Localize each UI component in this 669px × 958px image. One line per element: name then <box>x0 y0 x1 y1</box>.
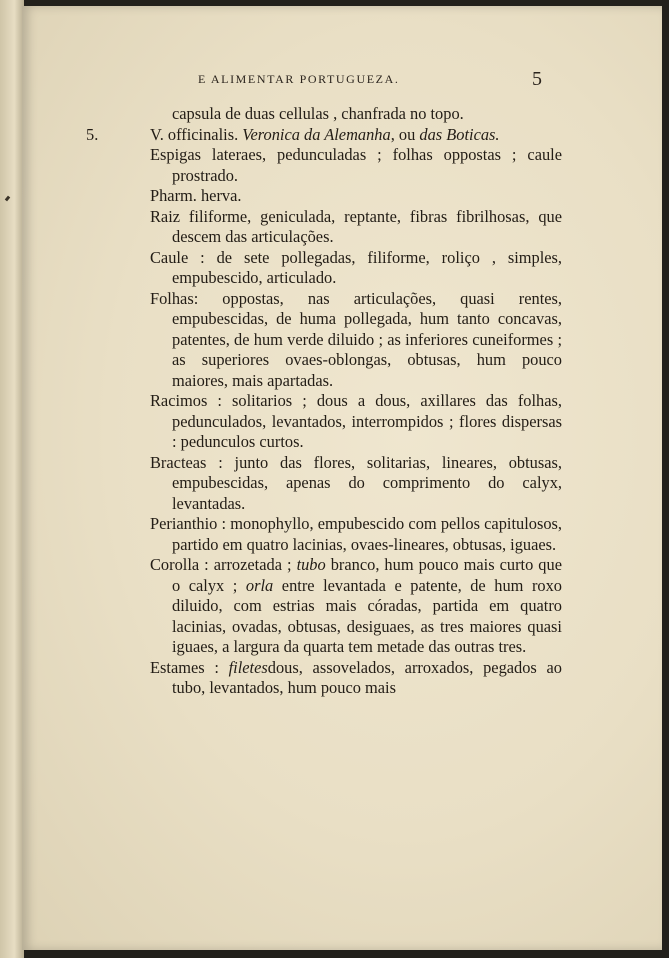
running-head: E ALIMENTAR PORTUGUEZA. <box>198 72 400 86</box>
species-separator: , ou <box>390 124 416 144</box>
entry-caule: Caule : de sete pollegadas, filiforme, roliço , simples, empubescido, articulado. <box>150 247 562 287</box>
species-alt-name: das Boticas. <box>419 124 500 144</box>
continuation-line: capsula de duas cellulas , chanfrada no topo. <box>172 104 464 123</box>
entry-pharm: Pharm. herva. <box>150 186 242 205</box>
estames-rest: dous, assovelados, arroxados, pegados ao tubo, levantados, hum pouco mais <box>172 657 562 697</box>
corolla-mid: branco, hum pouco mais curto que o calyx ; <box>172 555 562 595</box>
book-page <box>22 6 662 950</box>
entry-bracteas: Bracteas : junto das flores, solitarias, lineares, obtusas, empubescidas, apenas do comprimento do calyx, levantadas. <box>150 452 562 513</box>
corolla-tubo: tubo <box>296 555 326 574</box>
corolla-rest: entre levantada e patente, de hum roxo diluido, com estrias mais córadas, partida em quatro lacinias, ovadas, obtusas, desiguaes, as tres maiores quasi iguaes, a largura da quarta tem metade das outras tres. <box>172 575 562 656</box>
entry-raiz: Raiz filiforme, geniculada, reptante, fibras fibrilhosas, que descem das articulações. <box>150 206 562 246</box>
entry-estames <box>150 658 562 699</box>
species-common-name: Veronica da Alemanha <box>242 124 391 144</box>
entry-folhas: Folhas: oppostas, nas articulações, quasi rentes, empubescidas, de huma pollegada, hum tanto concavas, patentes, de hum verde diluido ; as inferiores cuneiformes ; as superiores ovaes-oblongas, obtusas, hum pouco maiores, mais apartadas. <box>150 288 562 390</box>
entry-spigas: Espigas lateraes, pedunculadas ; folhas oppostas ; caule prostrado. <box>150 145 562 185</box>
entry-racimos: Racimos : solitarios ; dous a dous, axillares das folhas, pedunculados, levantados, interrompidos ; flores dispersas : pedunculos curtos. <box>150 391 562 451</box>
page-text <box>86 104 562 699</box>
entry-perianthio: Perianthio : monophyllo, empubescido com pellos capitulosos, partido em quatro lacinias, ovaes-lineares, obtusas, iguaes. <box>150 514 562 554</box>
species-heading: 5. V. officinalis. Veronica da Alemanha, ou das Boticas. <box>86 124 500 144</box>
page-number: 5 <box>532 68 542 90</box>
entry-corolla <box>150 555 562 658</box>
corolla-orla: orla <box>245 575 274 595</box>
estames-filetes: filetes <box>228 657 268 677</box>
facing-page-edge <box>0 0 24 958</box>
corolla-lead: Corolla : arrozetada ; <box>150 555 292 574</box>
estames-lead: Estames : <box>150 657 219 677</box>
species-name: V. officinalis. <box>150 124 239 144</box>
